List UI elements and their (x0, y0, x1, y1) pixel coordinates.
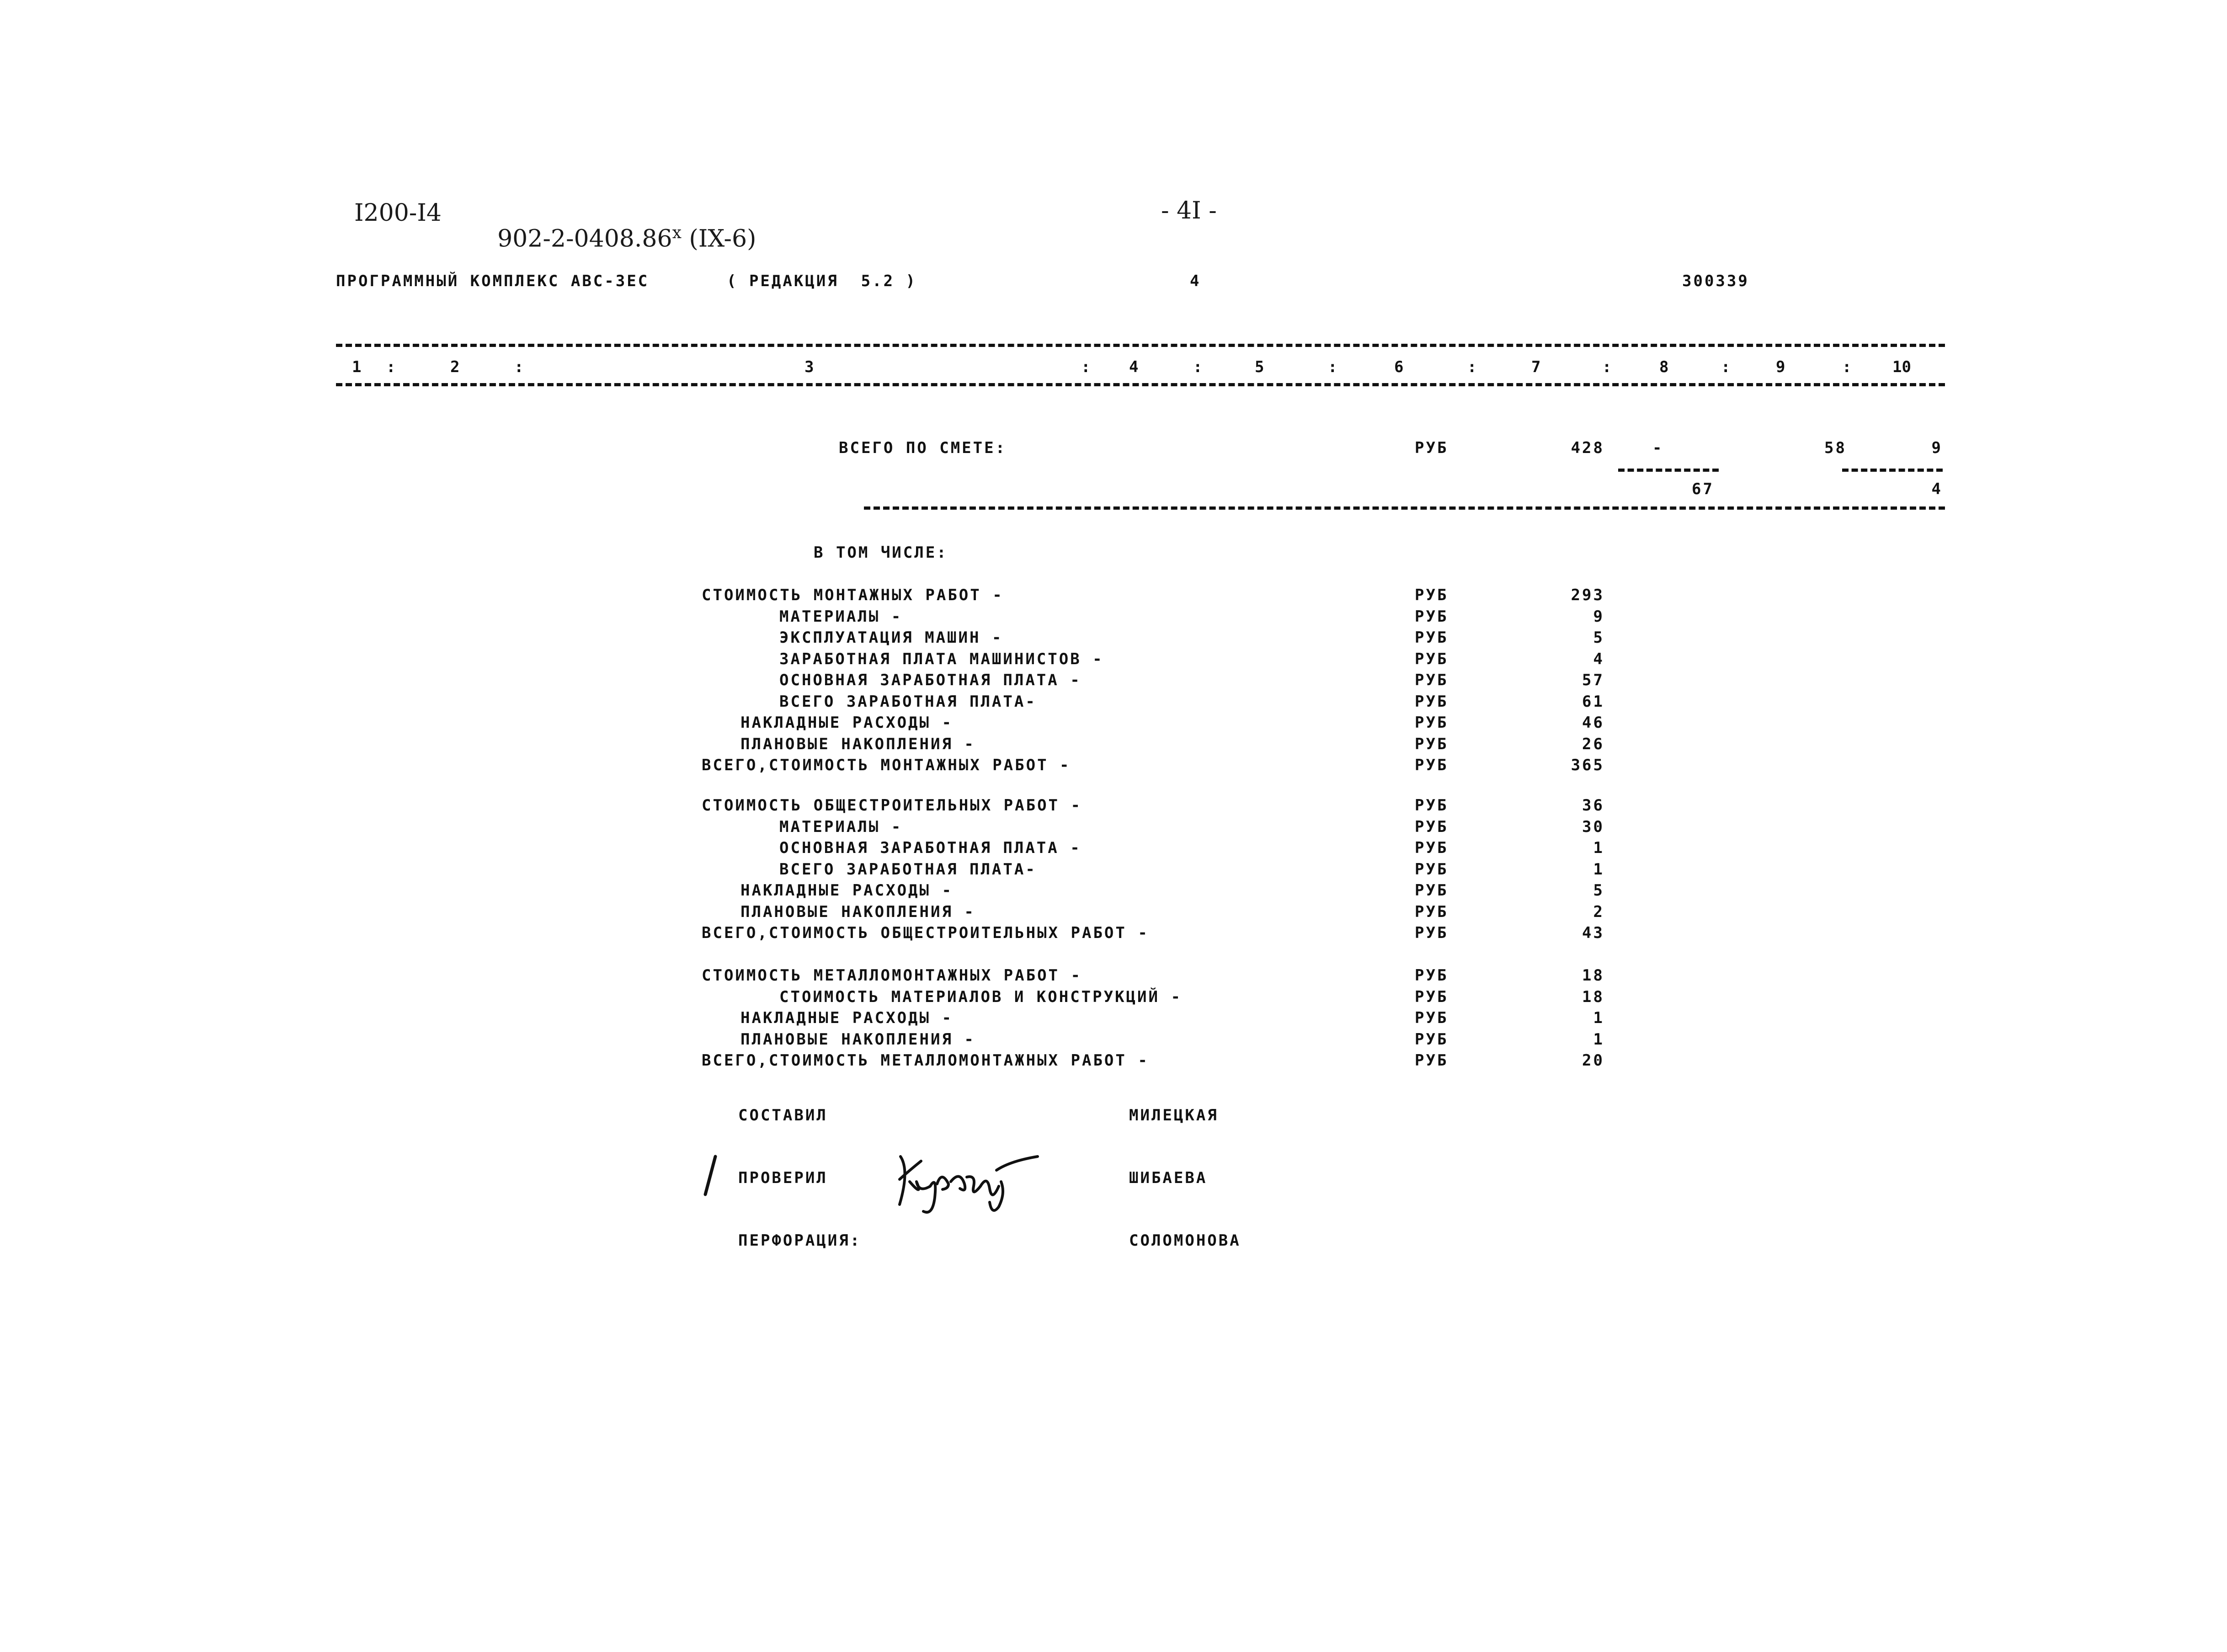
row-unit: РУБ (1415, 924, 1449, 942)
total-col7-sub: 67 (1692, 480, 1714, 498)
row-unit: РУБ (1415, 629, 1449, 647)
project-code-suffix: (IX-6) (689, 225, 757, 253)
row-unit: РУБ (1415, 756, 1449, 774)
column-separator: : (514, 358, 524, 376)
row-label: ПЛАНОВЫЕ НАКОПЛЕНИЯ - (741, 1030, 975, 1049)
row-label: НАКЛАДНЫЕ РАСХОДЫ - (741, 1009, 953, 1027)
row-unit: РУБ (1415, 881, 1449, 900)
row-value: 5 (1593, 881, 1604, 900)
column-separator: : (1602, 358, 1612, 376)
column-number: 10 (1892, 358, 1911, 376)
row-unit: РУБ (1415, 817, 1449, 836)
row-label: ЭКСПЛУАТАЦИЯ МАШИН - (779, 629, 1003, 647)
row-label: ВСЕГО ЗАРАБОТНАЯ ПЛАТА- (779, 692, 1037, 711)
row-unit: РУБ (1415, 607, 1449, 626)
project-code-main: 902-2-0408.86 (497, 225, 672, 253)
row-value: 5 (1593, 629, 1604, 647)
punch-name: СОЛОМОНОВА (1129, 1231, 1241, 1250)
column-separator: : (1328, 358, 1337, 376)
checked-name: ШИБАЕВА (1129, 1169, 1208, 1187)
row-value: 46 (1582, 714, 1604, 732)
compiled-name: МИЛЕЦКАЯ (1129, 1106, 1219, 1124)
row-value: 61 (1582, 692, 1604, 711)
column-number: 5 (1255, 358, 1264, 376)
total-col9: 58 (1824, 439, 1847, 457)
total-col10-rule (1842, 469, 1943, 472)
column-number: 7 (1531, 358, 1541, 376)
row-value: 293 (1571, 586, 1604, 604)
project-code (482, 201, 757, 253)
check-mark-stroke (702, 1154, 720, 1198)
column-separator: : (1467, 358, 1477, 376)
page-number: - 4I - (1161, 197, 1217, 224)
column-number: 2 (450, 358, 460, 376)
row-unit: РУБ (1415, 692, 1449, 711)
program-title: ПРОГРАММНЫЙ КОМПЛЕКС АВС-ЗЕС (336, 272, 650, 290)
column-number: 9 (1776, 358, 1785, 376)
row-label: ПЛАНОВЫЕ НАКОПЛЕНИЯ - (741, 902, 975, 921)
row-unit: РУБ (1415, 671, 1449, 689)
row-unit: РУБ (1415, 860, 1449, 879)
total-col7: - (1652, 439, 1664, 457)
row-unit: РУБ (1415, 1051, 1449, 1070)
row-label: ВСЕГО,СТОИМОСТЬ ОБЩЕСТРОИТЕЛЬНЫХ РАБОТ - (702, 924, 1149, 942)
row-value: 1 (1593, 1030, 1604, 1049)
program-edition: ( РЕДАКЦИЯ 5.2 ) (727, 272, 917, 290)
total-unit: РУБ (1415, 439, 1449, 457)
row-value: 1 (1593, 860, 1604, 879)
column-separator: : (1193, 358, 1203, 376)
row-label: ВСЕГО ЗАРАБОТНАЯ ПЛАТА- (779, 860, 1037, 879)
row-unit: РУБ (1415, 735, 1449, 753)
row-unit: РУБ (1415, 650, 1449, 668)
total-col10: 9 (1931, 439, 1943, 457)
row-value: 20 (1582, 1051, 1604, 1070)
row-value: 57 (1582, 671, 1604, 689)
header-bottom-rule (336, 383, 1945, 386)
row-value: 1 (1593, 1009, 1604, 1027)
column-number: 6 (1394, 358, 1404, 376)
row-unit: РУБ (1415, 1009, 1449, 1027)
row-unit: РУБ (1415, 839, 1449, 857)
row-value: 18 (1582, 987, 1604, 1006)
including-label: В ТОМ ЧИСЛЕ: (814, 544, 948, 562)
row-label: СТОИМОСТЬ МЕТАЛЛОМОНТАЖНЫХ РАБОТ - (702, 966, 1082, 985)
row-label: ПЛАНОВЫЕ НАКОПЛЕНИЯ - (741, 735, 975, 753)
row-label: НАКЛАДНЫЕ РАСХОДЫ - (741, 714, 953, 732)
row-value: 1 (1593, 839, 1604, 857)
row-value: 30 (1582, 817, 1604, 836)
row-value: 2 (1593, 902, 1604, 921)
row-label: ВСЕГО,СТОИМОСТЬ МОНТАЖНЫХ РАБОТ - (702, 756, 1071, 774)
row-unit: РУБ (1415, 796, 1449, 815)
total-label: ВСЕГО ПО СМЕТЕ: (839, 439, 1007, 457)
total-col7-rule (1618, 469, 1719, 472)
column-separator: : (386, 358, 396, 376)
column-separator: : (1721, 358, 1731, 376)
compiled-label: СОСТАВИЛ (738, 1106, 828, 1124)
row-value: 9 (1593, 607, 1604, 626)
program-code: 300339 (1682, 272, 1749, 290)
row-value: 43 (1582, 924, 1604, 942)
column-number: 4 (1129, 358, 1139, 376)
row-unit: РУБ (1415, 586, 1449, 604)
checked-label: ПРОВЕРИЛ (738, 1169, 828, 1187)
row-label: НАКЛАДНЫЕ РАСХОДЫ - (741, 881, 953, 900)
header-top-rule (336, 344, 1945, 347)
row-label: СТОИМОСТЬ МАТЕРИАЛОВ И КОНСТРУКЦИЙ - (779, 987, 1182, 1006)
row-label: ВСЕГО,СТОИМОСТЬ МЕТАЛЛОМОНТАЖНЫХ РАБОТ - (702, 1051, 1149, 1070)
row-label: МАТЕРИАЛЫ - (779, 817, 903, 836)
row-value: 365 (1571, 756, 1604, 774)
column-separator: : (1842, 358, 1852, 376)
punch-label: ПЕРФОРАЦИЯ: (738, 1231, 862, 1250)
total-bottom-rule (864, 506, 1945, 510)
row-label: МАТЕРИАЛЫ - (779, 607, 903, 626)
program-sheet-no: 4 (1190, 272, 1201, 290)
column-separator: : (1081, 358, 1091, 376)
column-number: 8 (1659, 358, 1669, 376)
row-value: 36 (1582, 796, 1604, 815)
row-unit: РУБ (1415, 987, 1449, 1006)
total-col6: 428 (1571, 439, 1604, 457)
total-col10-sub: 4 (1931, 480, 1943, 498)
row-label: СТОИМОСТЬ МОНТАЖНЫХ РАБОТ - (702, 586, 1004, 604)
project-code-sup: х (672, 224, 682, 242)
sheet-number: I200-I4 (354, 199, 442, 227)
row-label: ЗАРАБОТНАЯ ПЛАТА МАШИНИСТОВ - (779, 650, 1104, 668)
column-number: 3 (804, 358, 814, 376)
row-unit: РУБ (1415, 714, 1449, 732)
row-unit: РУБ (1415, 1030, 1449, 1049)
row-value: 4 (1593, 650, 1604, 668)
row-unit: РУБ (1415, 966, 1449, 985)
handwritten-signature (891, 1143, 1042, 1220)
row-value: 26 (1582, 735, 1604, 753)
row-label: ОСНОВНАЯ ЗАРАБОТНАЯ ПЛАТА - (779, 839, 1082, 857)
row-label: ОСНОВНАЯ ЗАРАБОТНАЯ ПЛАТА - (779, 671, 1082, 689)
row-label: СТОИМОСТЬ ОБЩЕСТРОИТЕЛЬНЫХ РАБОТ - (702, 796, 1082, 815)
row-value: 18 (1582, 966, 1604, 985)
column-number: 1 (352, 358, 362, 376)
row-unit: РУБ (1415, 902, 1449, 921)
